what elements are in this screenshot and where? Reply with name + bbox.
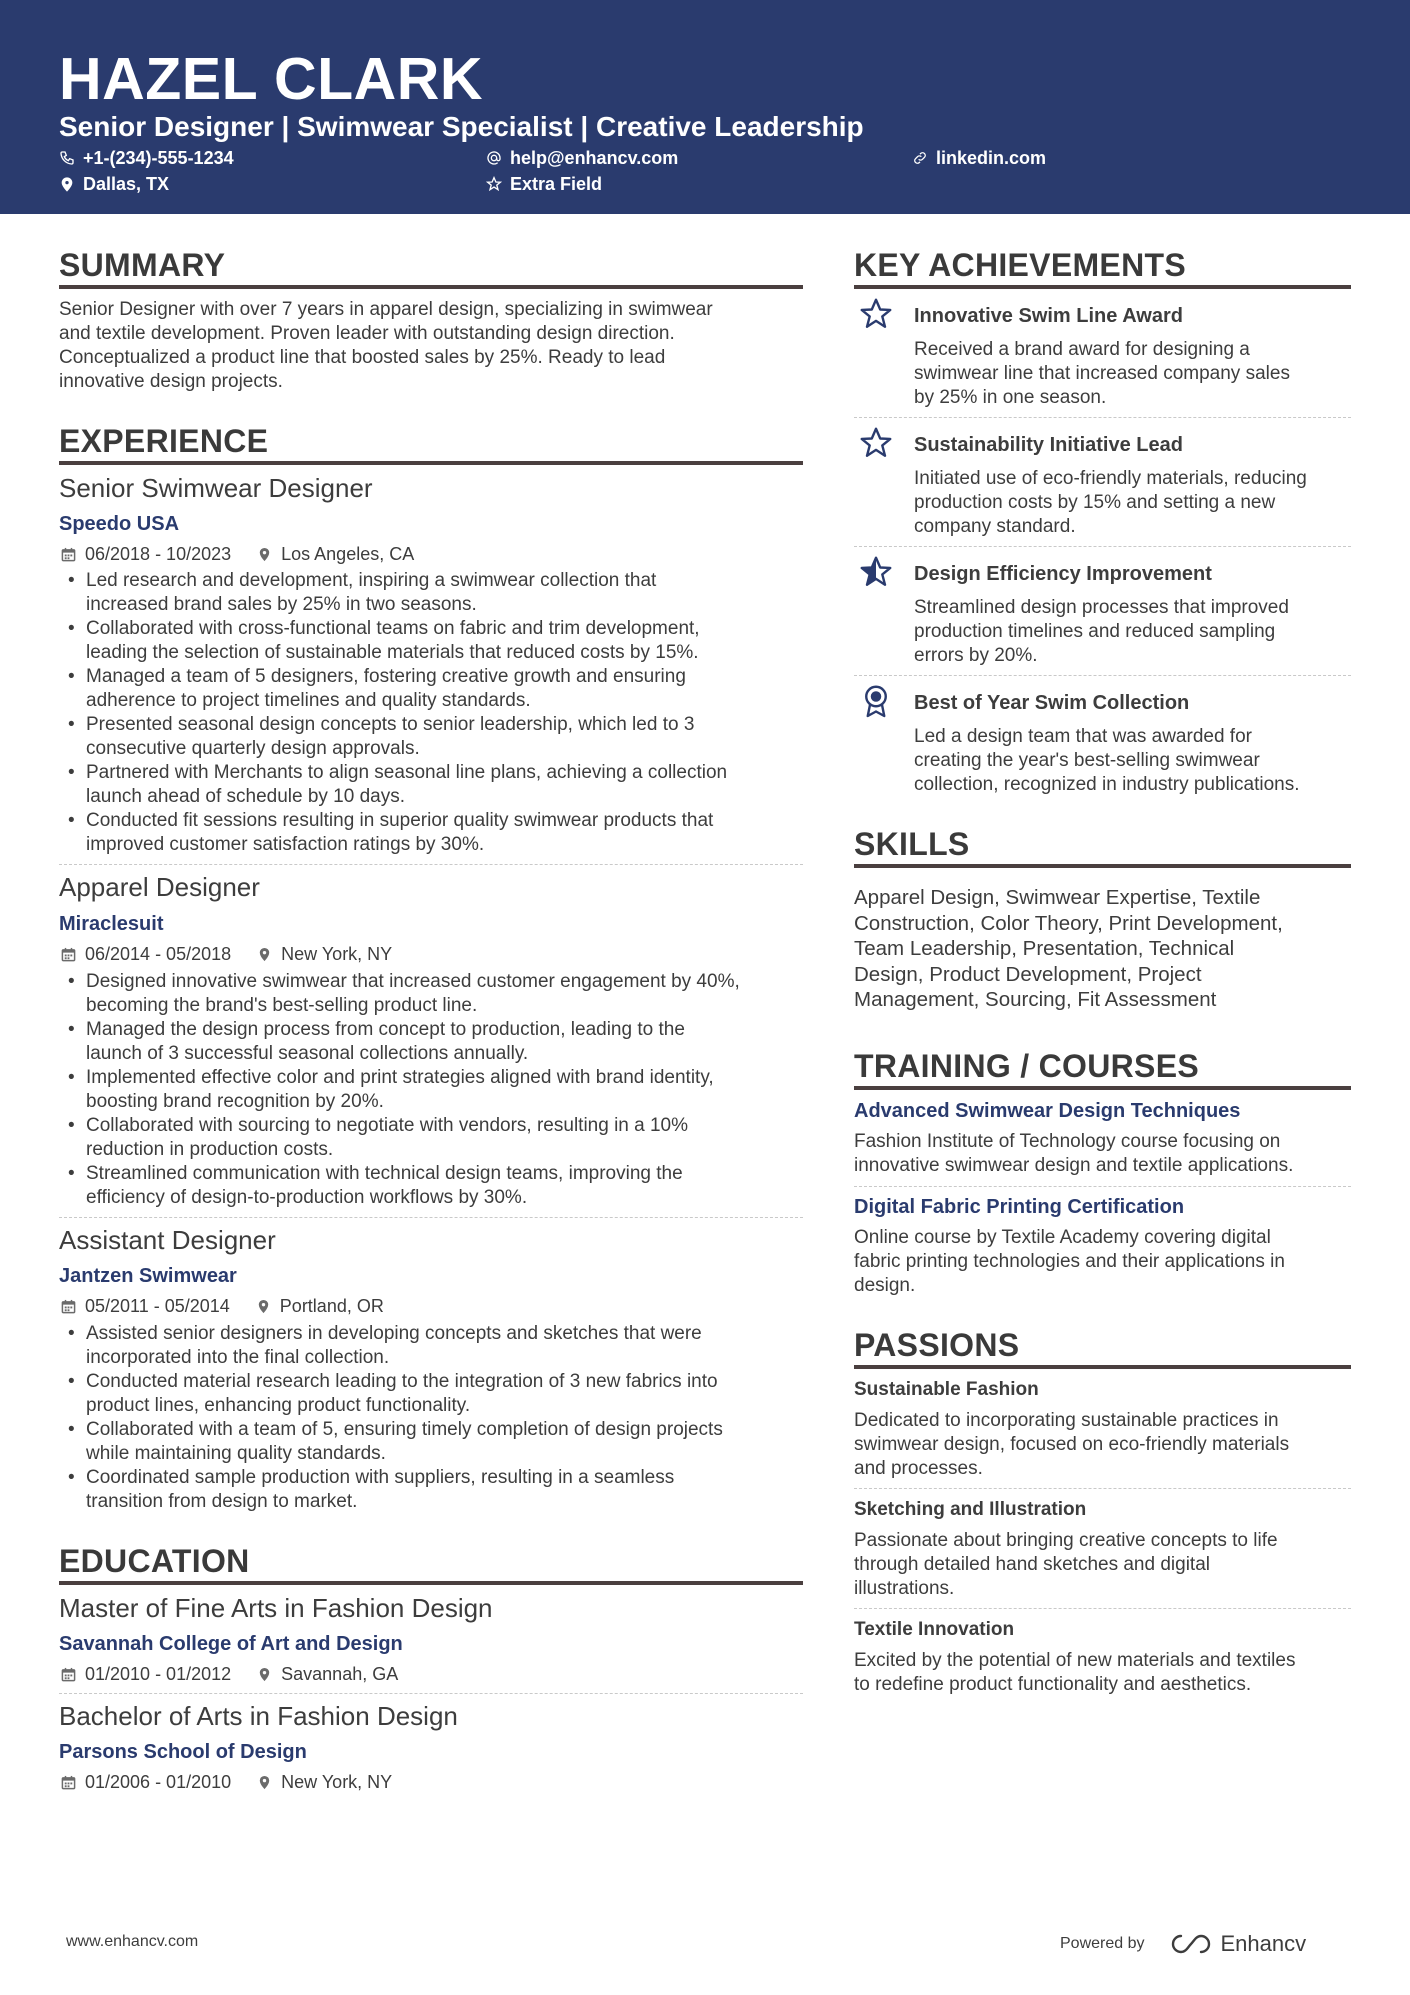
location-pin-icon <box>257 947 272 962</box>
award-ribbon-icon <box>858 683 894 719</box>
achievement-title: Best of Year Swim Collection <box>914 692 1190 714</box>
divider <box>854 1608 1351 1609</box>
contact-extra <box>486 173 602 195</box>
list-item: • Led research and development, inspiring a swimwear collection that increased brand sales by 25% in two seasons. <box>59 569 809 617</box>
job-title: Apparel Designer <box>59 872 260 902</box>
education-meta <box>61 1663 398 1685</box>
company-name: Jantzen Swimwear <box>59 1265 237 1287</box>
degree-title: Master of Fine Arts in Fashion Design <box>59 1593 493 1623</box>
divider <box>59 864 803 865</box>
course-title: Advanced Swimwear Design Techniques <box>854 1100 1241 1122</box>
achievement-title: Innovative Swim Line Award <box>914 305 1183 327</box>
course-description: Fashion Institute of Technology course focusing on innovative swimwear design and textile applications. <box>854 1131 1294 1176</box>
school-name: Savannah College of Art and Design <box>59 1633 403 1655</box>
calendar-icon <box>61 1667 76 1682</box>
calendar-icon <box>61 1775 76 1790</box>
location-pin-icon <box>257 547 272 562</box>
skills-list: Apparel Design, Swimwear Expertise, Textile Construction, Color Theory, Print Development, Team Leadership, Presentation, Technical Design, Product Development, Project Management, Sourcing, Fit Assessment <box>854 886 1283 1012</box>
footer-website[interactable]: www.enhancv.com <box>66 1933 199 1950</box>
list-item: • Managed the design process from concept to production, leading to the launch of 3 successful seasonal collections annually. <box>59 1018 809 1066</box>
contact-phone[interactable] <box>59 147 234 169</box>
achievement-description: Streamlined design processes that improved production timelines and reduced sampling errors by 20%. <box>914 597 1289 666</box>
education-location: New York, NY <box>281 1772 393 1792</box>
link-icon <box>912 150 928 166</box>
training-heading: TRAINING / COURSES <box>854 1048 1199 1084</box>
job-location: New York, NY <box>281 944 393 964</box>
powered-by-label: Powered by <box>1060 1935 1145 1952</box>
summary-heading: SUMMARY <box>59 247 226 283</box>
email-text: help@enhancv.com <box>510 148 679 168</box>
location-pin-icon <box>257 1775 272 1790</box>
list-item: • Managed a team of 5 designers, fostering creative growth and ensuring adherence to project timelines and quality standards. <box>59 665 809 713</box>
achievement-description: Received a brand award for designing a swimwear line that increased company sales by 25% in one season. <box>914 339 1290 408</box>
list-item: • Implemented effective color and print strategies aligned with brand identity, boosting brand recognition by 20%. <box>59 1066 809 1114</box>
contact-linkedin[interactable] <box>912 147 1046 169</box>
divider <box>854 546 1351 547</box>
training-rule <box>854 1086 1351 1090</box>
footer-powered-by[interactable] <box>1060 1931 1306 1957</box>
job-dates: 06/2014 - 05/2018 <box>85 944 232 964</box>
extra-field-text: Extra Field <box>510 174 603 194</box>
summary-line: Senior Designer with over 7 years in apparel design, specializing in swimwear <box>59 299 713 320</box>
achievement-title: Design Efficiency Improvement <box>914 563 1212 585</box>
list-item: • Collaborated with sourcing to negotiate with vendors, resulting in a 10% reduction in production costs. <box>59 1114 809 1162</box>
divider <box>854 1186 1351 1187</box>
passions-rule <box>854 1365 1351 1369</box>
location-text: Dallas, TX <box>83 174 170 194</box>
contact-location <box>59 173 169 195</box>
list-item: • Conducted material research leading to the integration of 3 new fabrics into product lines, enhancing product functionality. <box>59 1370 809 1418</box>
summary-line: innovative design projects. <box>59 371 283 392</box>
calendar-icon <box>61 947 76 962</box>
calendar-icon <box>61 547 76 562</box>
education-rule <box>59 1581 803 1585</box>
job-bullets <box>59 970 809 1210</box>
experience-heading: EXPERIENCE <box>59 423 269 459</box>
job-location: Los Angeles, CA <box>281 544 415 564</box>
star-outline-icon <box>858 296 894 332</box>
list-item: • Partnered with Merchants to align seasonal line plans, achieving a collection launch ahead of schedule by 10 days. <box>59 761 809 809</box>
divider <box>59 1693 803 1694</box>
job-meta <box>61 943 392 965</box>
location-pin-icon <box>59 176 75 192</box>
summary-line: Conceptualized a product line that boosted sales by 25%. Ready to lead <box>59 347 666 368</box>
course-description: Online course by Textile Academy covering digital fabric printing technologies and their applications in design. <box>854 1227 1285 1296</box>
passion-description: Passionate about bringing creative concepts to life through detailed hand sketches and digital illustrations. <box>854 1530 1278 1599</box>
job-bullets <box>59 569 809 857</box>
achievement-title: Sustainability Initiative Lead <box>914 434 1183 456</box>
summary-rule <box>59 285 803 289</box>
list-item: • Designed innovative swimwear that increased customer engagement by 40%, becoming the brand's best-selling product line. <box>59 970 809 1018</box>
enhancv-logo-icon <box>1169 1932 1213 1956</box>
resume-header <box>0 0 1410 214</box>
star-half-icon <box>858 554 894 590</box>
job-meta <box>61 1295 384 1317</box>
achievement-description: Initiated use of eco-friendly materials, reducing production costs by 15% and setting a new company standard. <box>914 468 1307 537</box>
headline: Senior Designer | Swimwear Specialist | Creative Leadership <box>59 111 864 142</box>
education-meta <box>61 1771 392 1793</box>
list-item: • Conducted fit sessions resulting in superior quality swimwear products that improved customer satisfaction ratings by 30%. <box>59 809 809 857</box>
job-title: Assistant Designer <box>59 1225 276 1255</box>
at-icon <box>486 150 502 166</box>
experience-rule <box>59 461 803 465</box>
skills-rule <box>854 864 1351 868</box>
location-pin-icon <box>257 1667 272 1682</box>
star-outline-icon <box>858 425 894 461</box>
skills-heading: SKILLS <box>854 826 970 862</box>
candidate-name: HAZEL CLARK <box>59 46 483 112</box>
contact-email[interactable] <box>486 147 678 169</box>
phone-icon <box>59 150 75 166</box>
education-dates: 01/2010 - 01/2012 <box>85 1664 232 1684</box>
star-icon <box>486 176 502 192</box>
passion-title: Sustainable Fashion <box>854 1379 1039 1400</box>
divider <box>59 1217 803 1218</box>
company-name: Miraclesuit <box>59 913 164 935</box>
enhancv-logo <box>1169 1931 1307 1957</box>
achievement-description: Led a design team that was awarded for creating the year's best-selling swimwear collection, recognized in industry publications. <box>914 726 1300 795</box>
list-item: • Assisted senior designers in developing concepts and sketches that were incorporated into the final collection. <box>59 1322 809 1370</box>
phone-text: +1-(234)-555-1234 <box>83 148 234 168</box>
list-item: • Presented seasonal design concepts to senior leadership, which led to 3 consecutive quarterly design approvals. <box>59 713 809 761</box>
summary-text <box>59 298 803 394</box>
degree-title: Bachelor of Arts in Fashion Design <box>59 1701 458 1731</box>
list-item: • Collaborated with a team of 5, ensuring timely completion of design projects while maintaining quality standards. <box>59 1418 809 1466</box>
divider <box>854 417 1351 418</box>
list-item: • Streamlined communication with technical design teams, improving the efficiency of design-to-production workflows by 30%. <box>59 1162 809 1210</box>
achievements-rule <box>854 285 1351 289</box>
calendar-icon <box>61 1299 76 1314</box>
education-dates: 01/2006 - 01/2010 <box>85 1772 232 1792</box>
linkedin-text: linkedin.com <box>936 148 1047 168</box>
company-name: Speedo USA <box>59 513 180 535</box>
education-heading: EDUCATION <box>59 1543 250 1579</box>
list-item: • Collaborated with cross-functional teams on fabric and trim development, leading the selection of sustainable materials that reduced costs by 15%. <box>59 617 809 665</box>
job-bullets <box>59 1322 809 1514</box>
job-meta <box>61 543 414 565</box>
passions-heading: PASSIONS <box>854 1327 1020 1363</box>
passion-title: Textile Innovation <box>854 1619 1015 1640</box>
education-location: Savannah, GA <box>281 1664 399 1684</box>
location-pin-icon <box>256 1299 271 1314</box>
summary-line: and textile development. Proven leader with outstanding design direction. <box>59 323 675 344</box>
job-title: Senior Swimwear Designer <box>59 473 373 503</box>
divider <box>854 675 1351 676</box>
passion-description: Excited by the potential of new materials and textiles to redefine product functionality and aesthetics. <box>854 1650 1296 1695</box>
list-item: • Coordinated sample production with suppliers, resulting in a seamless transition from design to market. <box>59 1466 809 1514</box>
job-dates: 05/2011 - 05/2014 <box>85 1296 230 1316</box>
job-dates: 06/2018 - 10/2023 <box>85 544 232 564</box>
job-location: Portland, OR <box>279 1296 384 1316</box>
brand-name: Enhancv <box>1220 1931 1307 1956</box>
passion-title: Sketching and Illustration <box>854 1499 1087 1520</box>
divider <box>854 1488 1351 1489</box>
school-name: Parsons School of Design <box>59 1741 307 1763</box>
passion-description: Dedicated to incorporating sustainable practices in swimwear design, focused on eco-friendly materials and processes. <box>854 1410 1290 1479</box>
achievements-heading: KEY ACHIEVEMENTS <box>854 247 1186 283</box>
course-title: Digital Fabric Printing Certification <box>854 1196 1185 1218</box>
